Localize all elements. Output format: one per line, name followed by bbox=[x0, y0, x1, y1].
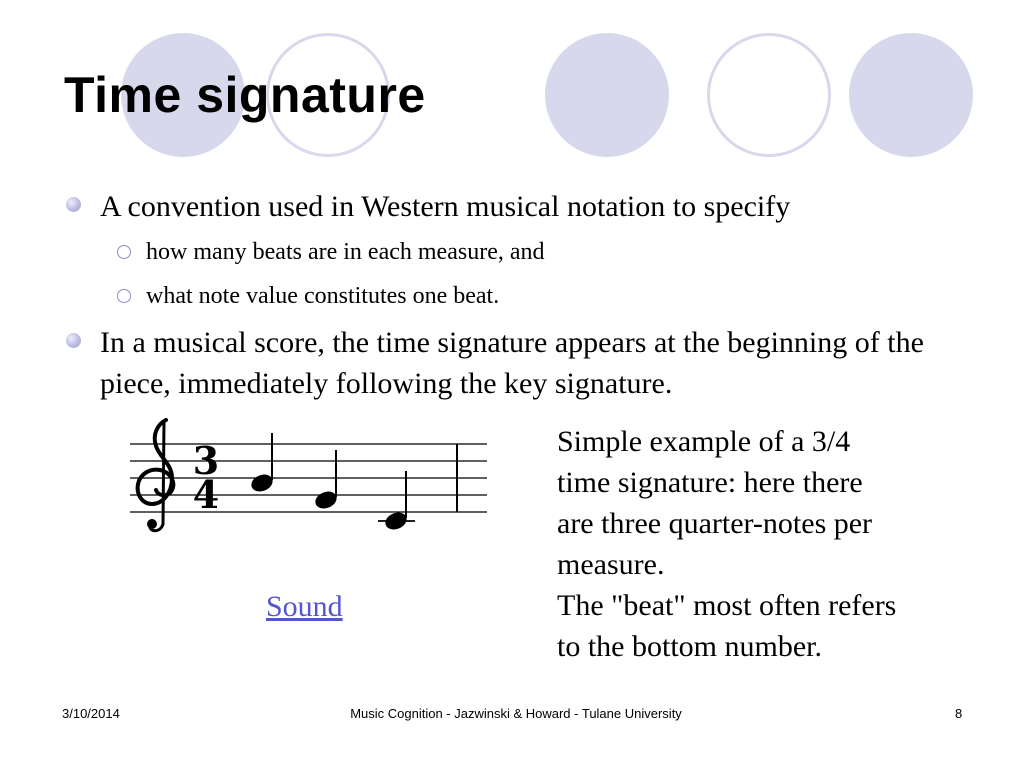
slide-title: Time signature bbox=[64, 67, 426, 123]
caption-line: measure. bbox=[557, 548, 665, 581]
caption-line: to the bottom number. bbox=[557, 630, 822, 663]
sub-bullet-icon bbox=[117, 245, 131, 259]
treble-clef-icon bbox=[138, 420, 174, 531]
decor-circle-filled bbox=[545, 33, 669, 157]
figure-caption bbox=[557, 421, 987, 667]
bullet-text: In a musical score, the time signature appears at the beginning of the piece, immediately following the key signature. bbox=[100, 326, 924, 400]
footer-date: 3/10/2014 bbox=[62, 706, 120, 721]
footer-title: Music Cognition - Jazwinski & Howard - Tulane University bbox=[350, 706, 682, 721]
time-signature-top: 3 bbox=[192, 438, 220, 483]
quarter-note bbox=[313, 450, 339, 512]
sub-bullet-icon bbox=[117, 289, 131, 303]
staff-lines bbox=[130, 444, 487, 512]
time-signature-bottom: 4 bbox=[192, 472, 220, 517]
page-number: 8 bbox=[955, 706, 963, 721]
music-staff-figure bbox=[130, 412, 490, 537]
decor-circle-outline bbox=[707, 33, 831, 157]
decor-circle-filled bbox=[849, 33, 973, 157]
quarter-note bbox=[249, 433, 275, 495]
bullet-text: A convention used in Western musical notation to specify bbox=[100, 190, 791, 223]
bullet-icon bbox=[66, 333, 81, 348]
caption-line: are three quarter-notes per bbox=[557, 507, 873, 540]
sub-bullet-text: how many beats are in each measure, and bbox=[146, 239, 545, 265]
caption-line: time signature: here there bbox=[557, 466, 863, 499]
quarter-note bbox=[378, 471, 415, 533]
sound-link[interactable]: Sound bbox=[266, 590, 343, 623]
caption-line: The "beat" most often refers bbox=[557, 589, 897, 622]
bullet-icon bbox=[66, 197, 81, 212]
sub-bullet-text: what note value constitutes one beat. bbox=[146, 283, 500, 309]
caption-line: Simple example of a 3/4 bbox=[557, 425, 851, 458]
